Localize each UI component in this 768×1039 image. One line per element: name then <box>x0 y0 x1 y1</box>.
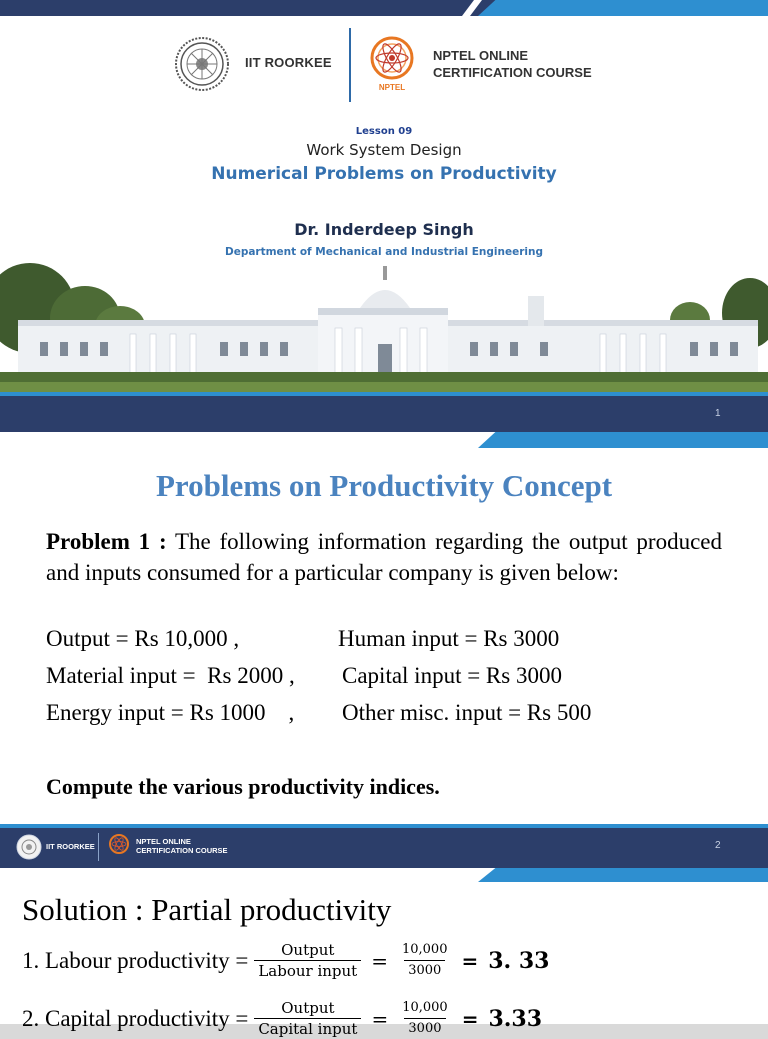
fraction-numerator: Output <box>281 999 335 1017</box>
solution-slide <box>0 868 768 1038</box>
input-row <box>342 700 591 726</box>
iit-roorkee-seal-icon <box>174 36 230 92</box>
course-line-1: NPTEL ONLINE <box>433 48 529 63</box>
input-row <box>342 663 562 689</box>
footer-banner <box>0 824 768 870</box>
value-numerator: 10,000 <box>402 1000 448 1015</box>
formula-label: 2. Capital productivity = <box>22 1005 249 1031</box>
lesson-number: Lesson 09 <box>355 126 413 137</box>
equals-sign: = <box>461 1006 479 1031</box>
formula-capital-productivity <box>22 998 542 1039</box>
input-left: Energy input = Rs 1000 , <box>46 700 295 725</box>
formula-result: 3. 33 <box>488 947 550 974</box>
value-denominator: 3000 <box>404 1018 445 1039</box>
problem-text: The following information regarding the output produced and inputs consumed for a particular company is given below: <box>46 529 722 585</box>
logo-header <box>0 30 768 108</box>
top-banner <box>0 0 768 16</box>
input-right: Human input = Rs 3000 <box>338 626 560 651</box>
problem-slide <box>0 432 768 870</box>
author-name: Dr. Inderdeep Singh <box>294 220 474 239</box>
value-fraction <box>398 998 452 1039</box>
input-row <box>46 626 239 652</box>
equals-sign: = <box>371 1006 389 1031</box>
department-name: Department of Mechanical and Industrial Engineering <box>224 246 544 258</box>
top-banner <box>0 432 768 448</box>
top-banner <box>0 868 768 882</box>
formula-fraction <box>254 998 361 1039</box>
input-right: Other misc. input = Rs 500 <box>342 700 592 725</box>
formula-fraction <box>254 940 361 981</box>
page-number: 1 <box>715 408 721 419</box>
main-building-image <box>0 258 768 392</box>
formula-label: 1. Labour productivity = <box>22 947 249 973</box>
svg-text:NPTEL: NPTEL <box>378 83 406 92</box>
input-right: Capital input = Rs 3000 <box>342 663 562 688</box>
input-row <box>46 663 295 689</box>
header-divider <box>349 28 351 102</box>
value-denominator: 3000 <box>404 960 445 981</box>
footer-institute-name: IIT ROORKEE <box>46 842 95 851</box>
problem-label: Problem 1 : <box>46 529 167 554</box>
footer-course-name <box>136 837 228 855</box>
page-number: 2 <box>715 840 721 851</box>
footer-course-line-1: NPTEL ONLINE <box>136 837 191 846</box>
course-title: Work System Design <box>306 141 462 159</box>
equals-sign: = <box>371 948 388 973</box>
fraction-denominator: Labour input <box>254 960 361 981</box>
equals-sign: = <box>461 948 479 973</box>
course-line-2: CERTIFICATION COURSE <box>433 65 592 80</box>
slide-title: Solution : Partial productivity <box>22 892 392 927</box>
fraction-denominator: Capital input <box>254 1018 361 1039</box>
footer-divider <box>98 833 99 861</box>
instruction-text: Compute the various productivity indices. <box>46 774 440 799</box>
formula-labour-productivity <box>22 940 550 981</box>
slide-title: Problems on Productivity Concept <box>155 468 613 503</box>
value-numerator: 10,000 <box>401 942 448 957</box>
nptel-logo-icon <box>108 833 130 861</box>
footer-course-line-2: CERTIFICATION COURSE <box>136 846 228 855</box>
input-row <box>46 700 294 726</box>
input-left: Output = Rs 10,000 , <box>46 626 240 651</box>
fraction-numerator: Output <box>281 941 335 959</box>
value-fraction <box>398 940 452 981</box>
input-row <box>338 626 559 652</box>
lecture-title: Numerical Problems on Productivity <box>211 164 557 184</box>
course-name <box>433 47 592 81</box>
formula-result: 3.33 <box>488 1005 543 1032</box>
problem-statement <box>46 526 722 588</box>
nptel-logo-icon <box>368 34 416 92</box>
input-left: Material input = Rs 2000 , <box>46 663 295 688</box>
title-slide <box>0 0 768 448</box>
iit-roorkee-seal-icon <box>16 834 42 860</box>
institute-name: IIT ROORKEE <box>245 55 332 70</box>
